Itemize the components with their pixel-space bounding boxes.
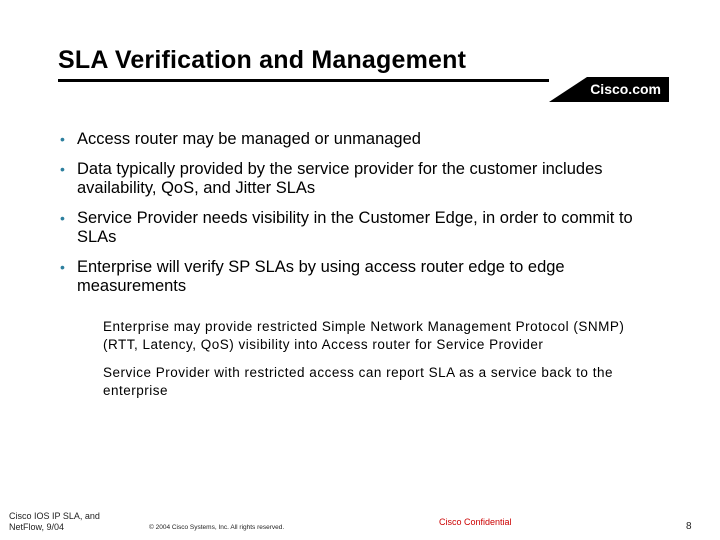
sub-bullet-list: [103, 318, 663, 410]
bullet-item: [60, 258, 670, 296]
brand-logo-text: Cisco.com: [590, 81, 661, 97]
footer-confidential: Cisco Confidential: [439, 517, 512, 527]
bullet-marker: •: [60, 131, 65, 147]
bullet-text: Service Provider needs visibility in the Customer Edge, in order to commit to SLAs: [77, 209, 633, 246]
slide-title: SLA Verification and Management: [58, 46, 467, 74]
bullet-marker: •: [60, 161, 65, 177]
bullet-item: [60, 160, 670, 198]
sub-bullet-item: Enterprise may provide restricted Simple Network Management Protocol (SNMP) (RTT, Latency, QoS) visibility into Access router for Service Provider: [103, 319, 625, 352]
bullet-marker: •: [60, 259, 65, 275]
bullet-text: Access router may be managed or unmanaged: [77, 130, 421, 148]
sub-bullet-item: Service Provider with restricted access can report SLA as a service back to the enterprise: [103, 365, 613, 398]
bullet-item: [60, 130, 670, 149]
footer-course-line: Cisco IOS IP SLA, and: [9, 511, 100, 521]
bullet-text: Enterprise will verify SP SLAs by using access router edge to edge measurements: [77, 258, 565, 295]
bullet-text: Data typically provided by the service provider for the customer includes availability, QoS, and Jitter SLAs: [77, 160, 603, 197]
title-underline: [58, 79, 551, 82]
bullet-list: [60, 130, 670, 307]
footer-copyright: © 2004 Cisco Systems, Inc. All rights reserved.: [149, 524, 285, 531]
brand-bar: [549, 77, 669, 102]
bullet-marker: •: [60, 210, 65, 226]
brand-bar-wedge: [549, 77, 587, 102]
page-number: 8: [686, 521, 692, 532]
footer-course: [9, 511, 119, 533]
bullet-item: [60, 209, 670, 247]
footer-course-line: NetFlow, 9/04: [9, 522, 65, 532]
